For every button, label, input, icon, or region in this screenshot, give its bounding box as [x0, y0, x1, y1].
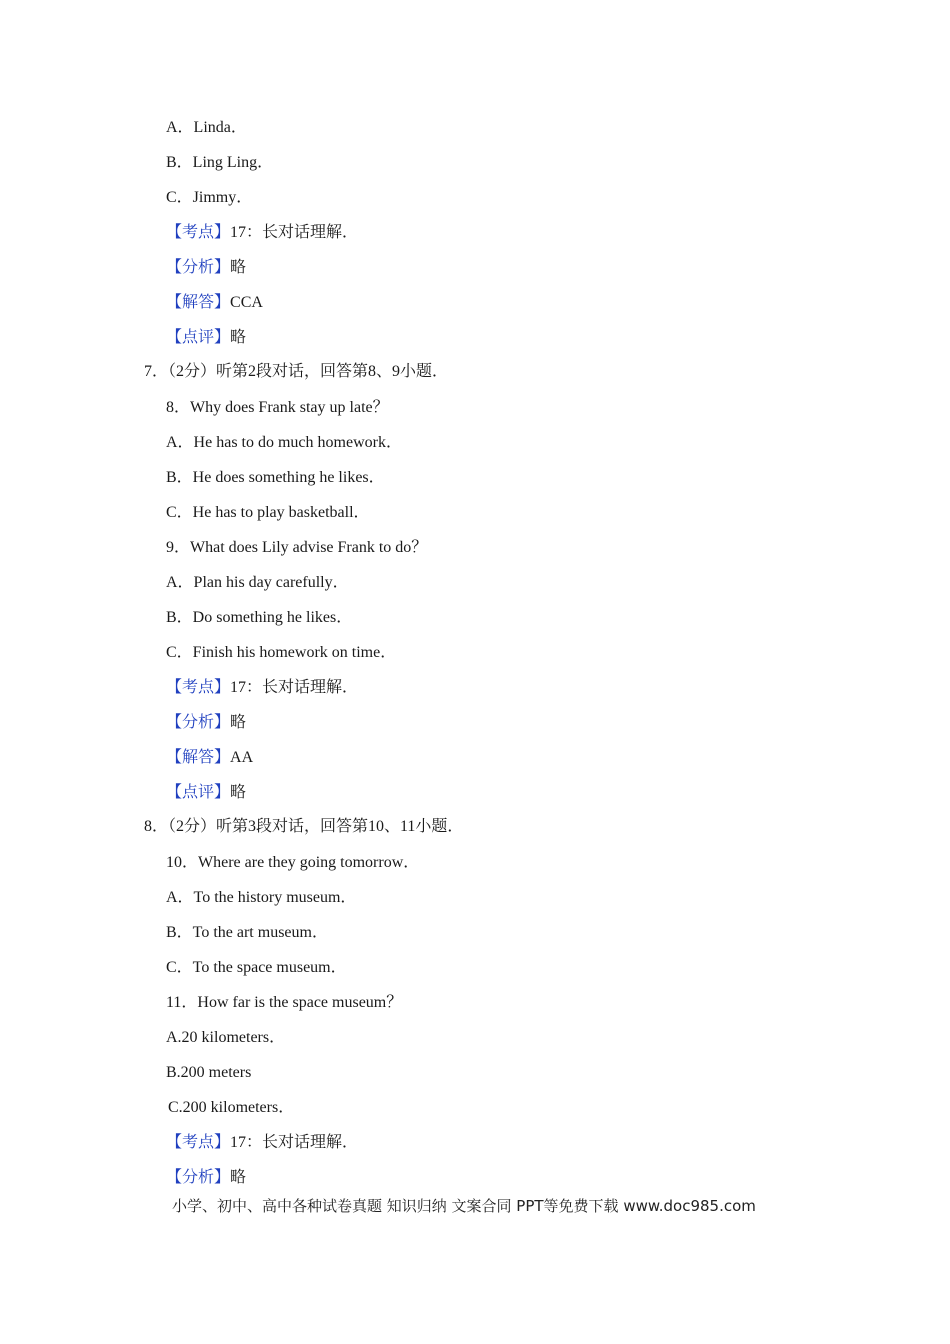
jieda-tag: 【解答】 [166, 749, 231, 766]
q10-sub-question: 10．Where are they going tomorrow． [166, 854, 420, 871]
q11-sub-option-a: A.20 kilometers． [166, 1029, 286, 1046]
dianping-text: 略 [230, 329, 247, 346]
q9-sub-option-c: C．Finish his homework on time． [166, 644, 397, 661]
fenxi-text: 略 [230, 259, 247, 276]
q6-option-c: C．Jimmy． [166, 189, 253, 206]
q7-header: 7．（2分）听第2段对话，回答第8、9小题． [144, 363, 449, 380]
q8-sub-option-b: B．He does something he likes． [166, 469, 385, 486]
dianping-text: 略 [230, 784, 247, 801]
q11-sub-option-c: C.200 kilometers． [168, 1099, 295, 1116]
q6-dianping [166, 328, 246, 348]
fenxi-tag: 【分析】 [166, 714, 231, 731]
q6-kaodian [166, 223, 358, 243]
q11-sub-option-b: B.200 meters [166, 1064, 252, 1081]
q11-sub-question: 11．How far is the space museum？ [166, 994, 403, 1011]
q9-sub-option-a: A．Plan his day carefully． [166, 574, 349, 591]
jieda-text: AA [230, 749, 254, 766]
q9-sub-option-b: B．Do something he likes． [166, 609, 353, 626]
q6-fenxi [166, 258, 246, 278]
fenxi-text: 略 [230, 1169, 247, 1186]
dianping-tag: 【点评】 [166, 784, 231, 801]
q7-dianping [166, 783, 246, 803]
fenxi-text: 略 [230, 714, 247, 731]
kaodian-tag: 【考点】 [166, 1134, 231, 1151]
q10-sub-option-a: A．To the history museum． [166, 889, 357, 906]
q8-fenxi [166, 1168, 246, 1188]
q8-sub-option-c: C．He has to play basketball． [166, 504, 370, 521]
jieda-tag: 【解答】 [166, 294, 231, 311]
q7-kaodian [166, 678, 358, 698]
kaodian-text: 17：长对话理解． [230, 679, 359, 696]
kaodian-tag: 【考点】 [166, 679, 231, 696]
q6-jieda [166, 293, 263, 313]
dianping-tag: 【点评】 [166, 329, 231, 346]
q7-jieda [166, 748, 253, 768]
q8-header: 8．（2分）听第3段对话，回答第10、11小题． [144, 818, 464, 835]
q9-sub-question: 9．What does Lily advise Frank to do？ [166, 539, 428, 556]
q8-sub-question: 8．Why does Frank stay up late？ [166, 399, 389, 416]
q8-kaodian [166, 1133, 358, 1153]
footer-watermark: 小学、初中、高中各种试卷真题 知识归纳 文案合同 PPT等免费下载 www.doc985.com [172, 1197, 756, 1215]
q6-option-a: A．Linda． [166, 119, 247, 136]
q10-sub-option-b: B．To the art museum． [166, 924, 328, 941]
q10-sub-option-c: C．To the space museum． [166, 959, 347, 976]
q8-sub-option-a: A．He has to do much homework． [166, 434, 402, 451]
fenxi-tag: 【分析】 [166, 1169, 231, 1186]
jieda-text: CCA [230, 294, 263, 311]
kaodian-tag: 【考点】 [166, 224, 231, 241]
q7-fenxi [166, 713, 246, 733]
kaodian-text: 17：长对话理解． [230, 1134, 359, 1151]
q6-option-b: B．Ling Ling． [166, 154, 274, 171]
fenxi-tag: 【分析】 [166, 259, 231, 276]
kaodian-text: 17：长对话理解． [230, 224, 359, 241]
